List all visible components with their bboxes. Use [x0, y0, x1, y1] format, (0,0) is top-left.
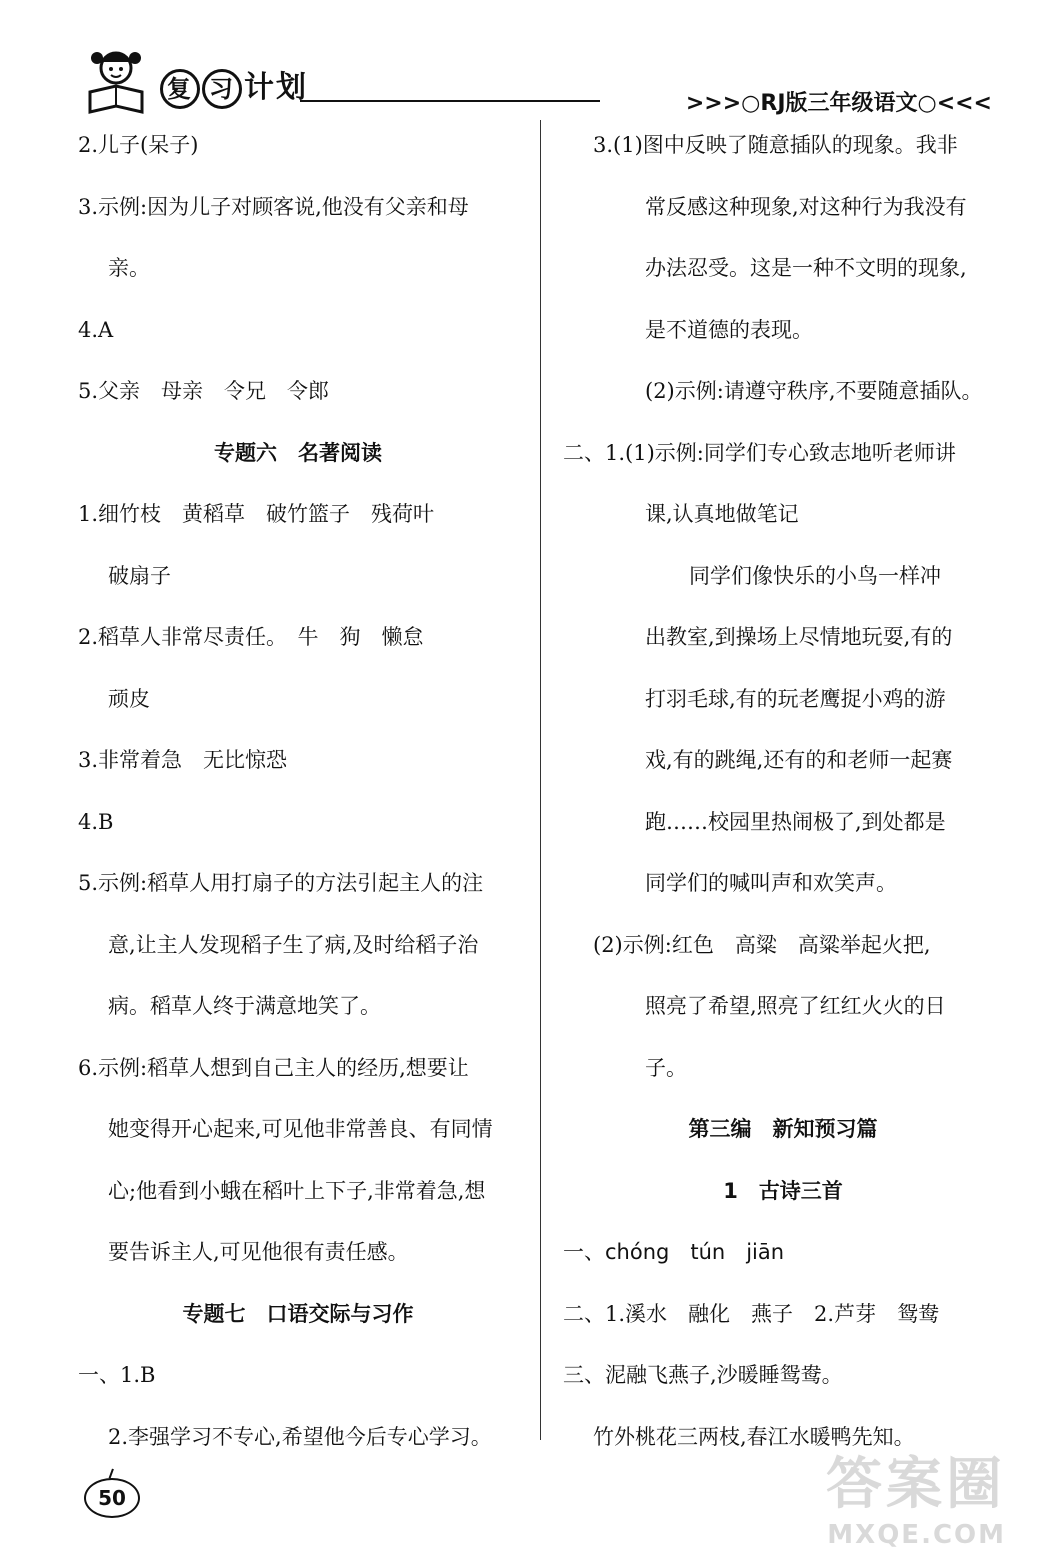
- watermark-url: MXQE.COM: [827, 1520, 1006, 1550]
- answer-line: 一、chóng tún jiān: [563, 1240, 785, 1264]
- answer-line: 3.(1)图中反映了随意插队的现象。我非: [593, 133, 958, 157]
- watermark-logo-text: 答案圈: [826, 1452, 1006, 1517]
- answer-line: 竹外桃花三两枝,春江水暖鸭先知。: [593, 1424, 915, 1449]
- answer-line: (2)示例:请遵守秩序,不要随意插队。: [645, 379, 983, 403]
- answer-line: 3.示例:因为儿子对顾客说,他没有父亲和母: [78, 194, 469, 219]
- apple-stem-icon: [109, 1469, 122, 1482]
- lesson-heading: 1 古诗三首: [723, 1178, 843, 1203]
- answer-line: 二、1.(1)示例:同学们专心致志地听老师讲: [563, 440, 956, 465]
- answer-line: 4.A: [78, 317, 114, 342]
- answer-line: 三、泥融飞燕子,沙暖睡鸳鸯。: [563, 1363, 843, 1387]
- answer-line: 顽皮: [108, 686, 150, 711]
- series-logo: [160, 62, 308, 109]
- answer-line: 跑……校园里热闹极了,到处都是: [645, 809, 946, 834]
- answer-line: 戏,有的跳绳,还有的和老师一起赛: [645, 748, 953, 772]
- page-number-text: 50: [98, 1486, 126, 1510]
- section-heading: 专题七 口语交际与习作: [182, 1301, 414, 1326]
- answer-line: 同学们像快乐的小鸟一样冲: [689, 563, 941, 588]
- answer-line: 3.非常着急 无比惊恐: [78, 748, 288, 772]
- answer-line: 常反感这种现象,对这种行为我没有: [645, 194, 967, 219]
- answer-line: 1.细竹枝 黄稻草 破竹篮子 残荷叶: [78, 502, 435, 526]
- grade-subject-label: >>>○RJ版三年级语文○<<<: [685, 91, 992, 116]
- answer-line: 打羽毛球,有的玩老鹰捉小鸡的游: [645, 686, 946, 711]
- right-column: [563, 115, 1003, 1468]
- section-heading: 专题六 名著阅读: [214, 440, 382, 465]
- answer-line: 子。: [645, 1055, 687, 1080]
- column-divider: [540, 120, 541, 1440]
- header-rule: [300, 100, 600, 102]
- answer-line: 6.示例:稻草人想到自己主人的经历,想要让: [78, 1055, 469, 1080]
- answer-line: 2.儿子(呆子): [78, 133, 199, 157]
- answer-line: 2.李强学习不专心,希望他今后专心学习。: [108, 1424, 492, 1449]
- logo-char-1: 复: [160, 69, 200, 109]
- answer-line: 是不道德的表现。: [645, 317, 813, 342]
- answer-line: 课,认真地做笔记: [645, 502, 799, 526]
- answer-line: 病。稻草人终于满意地笑了。: [108, 994, 381, 1018]
- page-header: [0, 0, 1042, 120]
- answer-line: 同学们的喊叫声和欢笑声。: [645, 871, 897, 895]
- answer-line: 亲。: [108, 256, 150, 280]
- answer-line: 二、1.溪水 融化 燕子 2.芦芽 鸳鸯: [563, 1301, 940, 1326]
- answer-line: 意,让主人发现稻子生了病,及时给稻子治: [108, 932, 479, 957]
- answer-line: 5.父亲 母亲 令兄 令郎: [78, 379, 330, 403]
- left-column: [78, 115, 518, 1468]
- answer-line: (2)示例:红色 高粱 高粱举起火把,: [593, 932, 931, 957]
- answer-line: 要告诉主人,可见他很有责任感。: [108, 1240, 409, 1264]
- answer-line: 一、1.B: [78, 1363, 156, 1387]
- answer-line: 破扇子: [108, 563, 171, 588]
- answer-line: 办法忍受。这是一种不文明的现象,: [645, 256, 967, 280]
- answer-line: 5.示例:稻草人用打扇子的方法引起主人的注: [78, 871, 484, 895]
- logo-char-3: 计划: [244, 70, 308, 105]
- answer-line: 照亮了希望,照亮了红红火火的日: [645, 994, 946, 1018]
- page-number: [84, 1478, 140, 1518]
- answer-line: 2.稻草人非常尽责任。 牛 狗 懒怠: [78, 625, 424, 649]
- answer-line: 心;他看到小蛾在稻叶上下子,非常着急,想: [108, 1178, 486, 1203]
- answer-line: 4.B: [78, 809, 114, 834]
- answer-line: 出教室,到操场上尽情地玩耍,有的: [645, 625, 953, 649]
- section-heading: 第三编 新知预习篇: [688, 1117, 878, 1141]
- answer-line: 她变得开心起来,可见他非常善良、有同情: [108, 1117, 493, 1141]
- girl-reading-icon: [80, 44, 152, 116]
- watermark: [826, 1440, 1006, 1550]
- logo-char-2: 习: [202, 69, 242, 109]
